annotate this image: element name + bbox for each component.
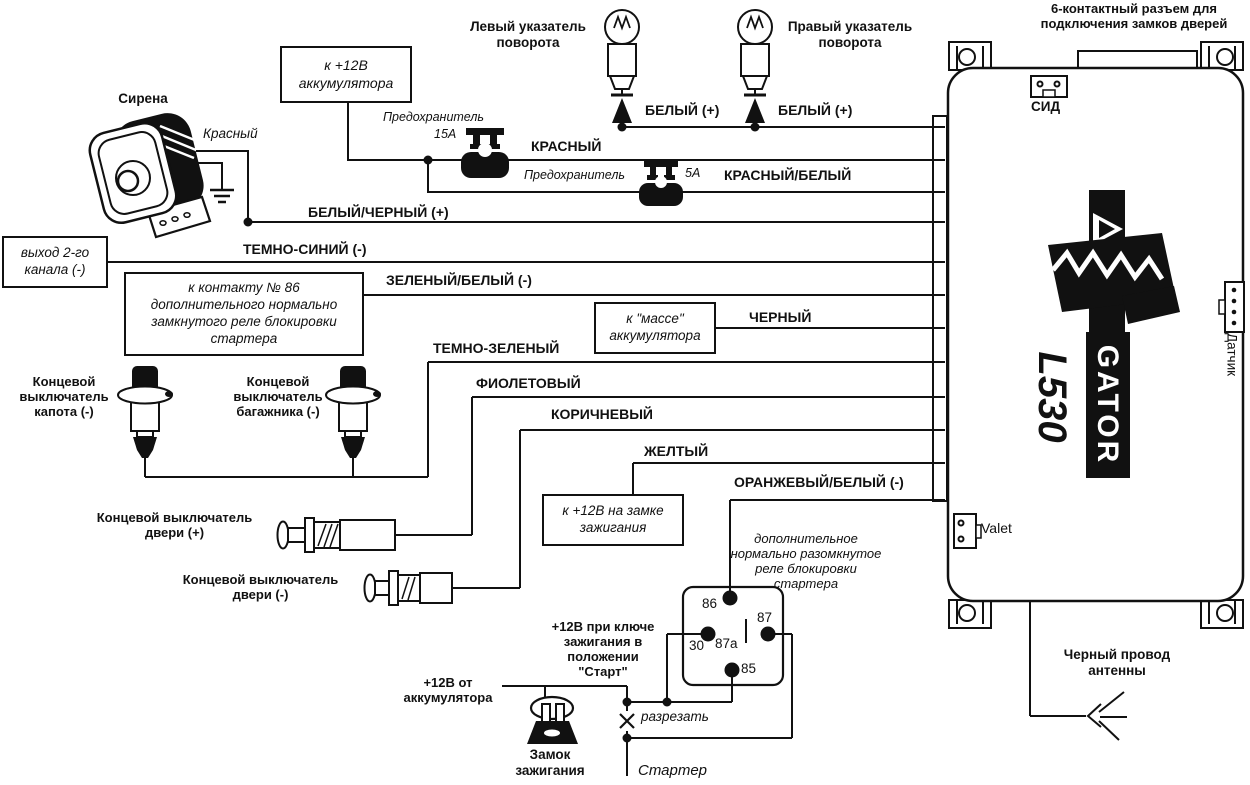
antenna-label: Черный провод антенны bbox=[1063, 647, 1171, 678]
door-switch-minus-label: Концевой выключатель двери (-) bbox=[182, 572, 339, 603]
wire-harness-connector bbox=[933, 116, 947, 501]
wire-dark-green-label: ТЕМНО-ЗЕЛЕНЫЙ bbox=[433, 340, 560, 356]
ground-icon bbox=[210, 190, 234, 202]
right-diode-icon bbox=[744, 95, 766, 123]
callout-channel2: выход 2-го канала (-) bbox=[2, 236, 108, 288]
wire-red-white-label: КРАСНЫЙ/БЕЛЫЙ bbox=[724, 167, 852, 183]
antenna-icon bbox=[1088, 692, 1127, 740]
relay-pin-87: 87 bbox=[757, 610, 773, 625]
callout-contact-86: к контакту № 86 дополнительного нормально замкнутого реле блокировки стартера bbox=[124, 272, 364, 356]
key-start-note: +12В при ключе зажигания в положении "Старт" bbox=[551, 619, 655, 680]
fuse-15a-label: Предохранитель bbox=[383, 110, 484, 124]
wire-brown-label: КОРИЧНЕВЫЙ bbox=[551, 406, 653, 422]
fuse-15a-amp: 15А bbox=[434, 127, 457, 141]
white-wire-left-label: БЕЛЫЙ (+) bbox=[645, 102, 720, 118]
fuse-5a-label: Предохранитель bbox=[524, 168, 625, 182]
door-lock-connector-label: 6-контактный разъем для подключения замков дверей bbox=[1040, 1, 1228, 32]
callout-battery-12v: к +12В аккумулятора bbox=[280, 46, 412, 103]
valet-label: Valet bbox=[981, 520, 1012, 536]
siren-icon bbox=[86, 108, 210, 237]
hood-switch-icon bbox=[118, 366, 173, 458]
fuse-5a-amp: 5А bbox=[685, 166, 701, 180]
ignition-lock-icon bbox=[527, 697, 578, 744]
trunk-switch-label: Концевой выключатель багажника (-) bbox=[233, 374, 323, 420]
wire-dark-blue-label: ТЕМНО-СИНИЙ (-) bbox=[243, 241, 367, 257]
mounting-bracket-bottom-left bbox=[949, 600, 991, 628]
led-connector bbox=[1031, 76, 1067, 97]
callout-battery-ground: к "массе" аккумулятора bbox=[594, 302, 716, 354]
relay-pin-85: 85 bbox=[741, 661, 757, 676]
sensor-label: Датчик bbox=[1224, 333, 1240, 377]
led-label: СИД bbox=[1031, 99, 1061, 114]
model-text: L530 bbox=[1030, 351, 1074, 443]
fuse-5a-icon bbox=[639, 161, 683, 206]
valet-connector bbox=[954, 514, 981, 548]
siren-label: Сирена bbox=[118, 91, 168, 106]
wire-yellow-label: ЖЕЛТЫЙ bbox=[644, 443, 709, 459]
wire-red-label: КРАСНЫЙ bbox=[531, 138, 602, 154]
wire-violet-label: ФИОЛЕТОВЫЙ bbox=[476, 375, 581, 391]
cut-mark-icon bbox=[620, 714, 634, 728]
cut-label: разрезать bbox=[641, 709, 709, 724]
right-turn-bulb-icon bbox=[738, 10, 772, 89]
door-lock-connector bbox=[1078, 51, 1197, 68]
wire-green-white-label: ЗЕЛЕНЫЙ/БЕЛЫЙ (-) bbox=[386, 272, 532, 288]
ignition-lock-label: Замок зажигания bbox=[515, 747, 585, 778]
brand-text: GATOR bbox=[1091, 344, 1124, 466]
relay-note: дополнительное нормально разомкнутое реле блокировки стартера bbox=[730, 531, 882, 592]
wire-black-label: ЧЕРНЫЙ bbox=[749, 309, 812, 325]
left-turn-bulb-icon bbox=[605, 10, 639, 89]
fuse-15a-icon bbox=[461, 128, 509, 178]
relay-pin-30: 30 bbox=[689, 638, 705, 653]
white-wire-right-label: БЕЛЫЙ (+) bbox=[778, 102, 853, 118]
wire-orange-white-label: ОРАНЖЕВЫЙ/БЕЛЫЙ (-) bbox=[734, 474, 904, 490]
relay-pin-86: 86 bbox=[702, 596, 718, 611]
door-switch-plus-label: Концевой выключатель двери (+) bbox=[96, 510, 253, 541]
hood-switch-label: Концевой выключатель капота (-) bbox=[19, 374, 109, 420]
mounting-bracket-top-left bbox=[949, 42, 991, 70]
door-switch-plus-icon bbox=[278, 518, 396, 552]
siren-wire-label: Красный bbox=[203, 126, 258, 141]
right-indicator-label: Правый указатель поворота bbox=[787, 19, 913, 50]
left-indicator-label: Левый указатель поворота bbox=[470, 19, 586, 50]
mounting-bracket-bottom-right bbox=[1201, 600, 1243, 628]
callout-ignition-12v: к +12В на замке зажигания bbox=[542, 494, 684, 546]
battery-plus-label: +12В от аккумулятора bbox=[403, 675, 493, 706]
left-diode-icon bbox=[611, 95, 633, 123]
door-switch-minus-icon bbox=[365, 571, 453, 605]
starter-label: Стартер bbox=[638, 762, 708, 779]
wire-white-black-label: БЕЛЫЙ/ЧЕРНЫЙ (+) bbox=[308, 204, 449, 220]
trunk-switch-icon bbox=[326, 366, 381, 458]
mounting-bracket-top-right bbox=[1201, 42, 1243, 70]
relay-pin-87a: 87a bbox=[715, 636, 738, 651]
